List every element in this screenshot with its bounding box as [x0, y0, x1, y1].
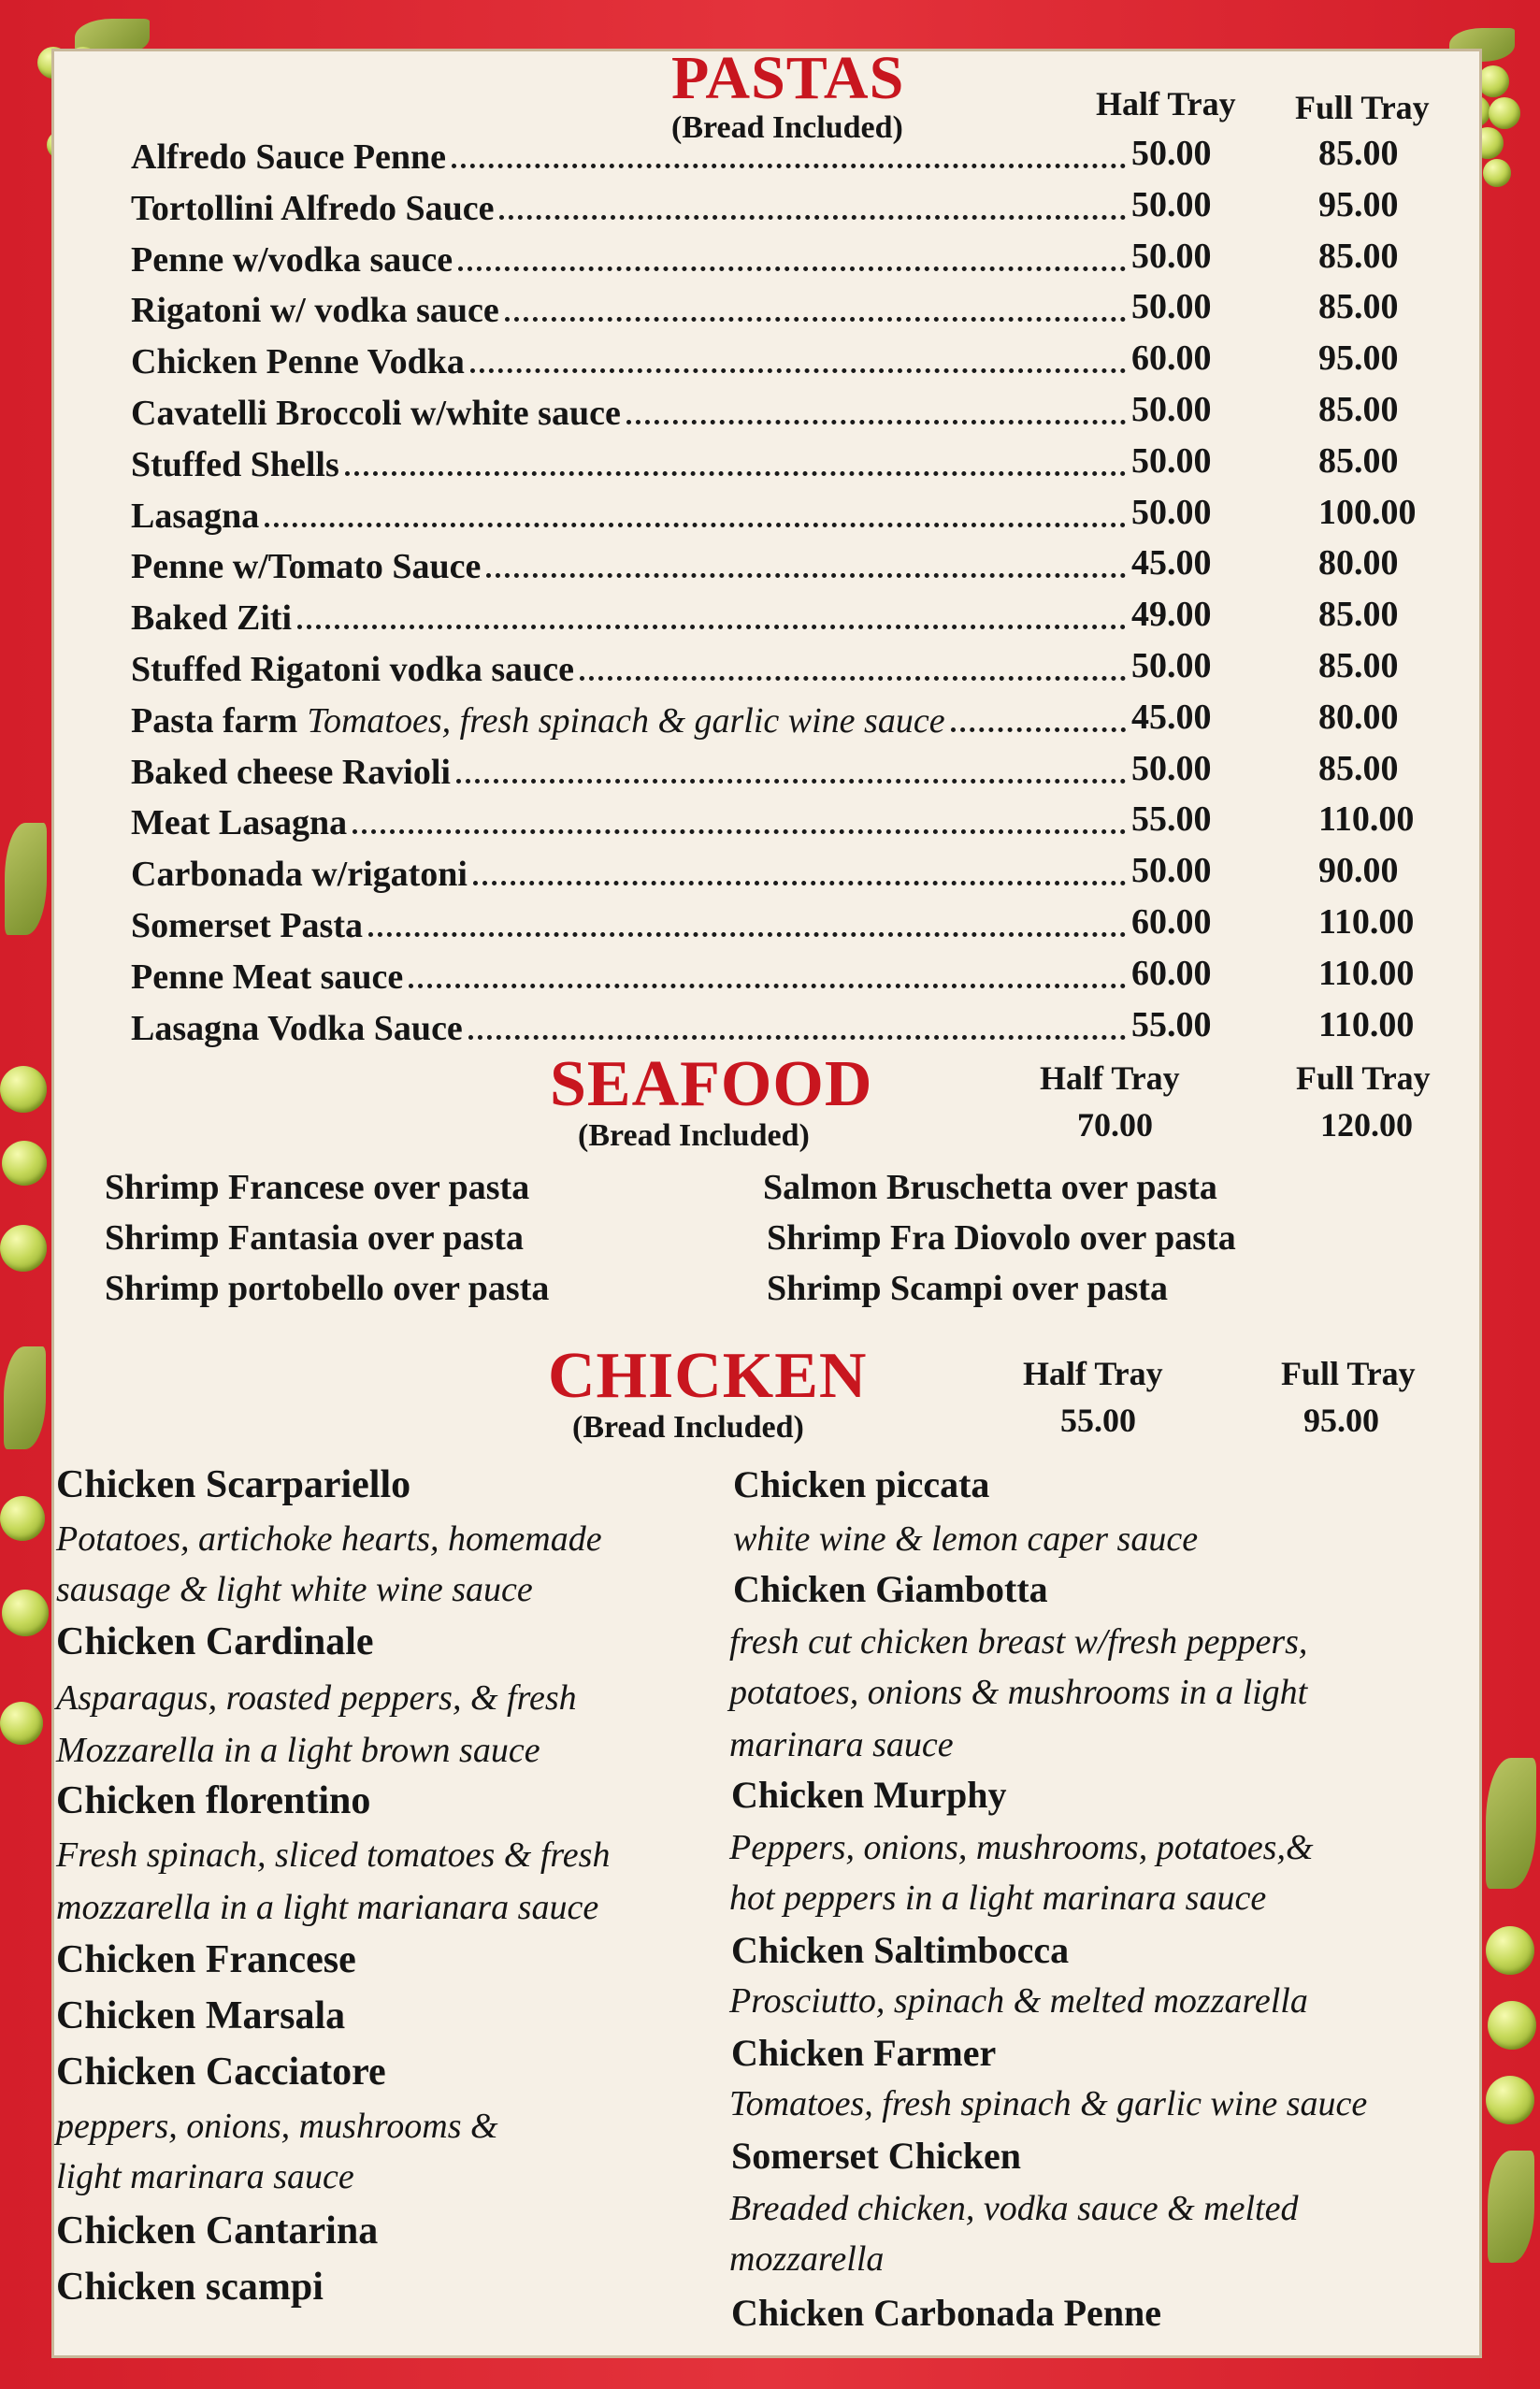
chicken-full-price: 95.00	[1303, 1402, 1379, 1439]
chicken-item-desc: Fresh spinach, sliced tomatoes & fresh	[56, 1835, 611, 1875]
pasta-half-price: 45.00	[1131, 698, 1212, 737]
seafood-item: Shrimp Fantasia over pasta	[105, 1218, 524, 1258]
pasta-full-price: 110.00	[1318, 954, 1415, 993]
pasta-name-wrap	[131, 846, 1131, 895]
chicken-item-desc: Tomatoes, fresh spinach & garlic wine sauce	[729, 2084, 1368, 2123]
pasta-row	[131, 1000, 1459, 1049]
pasta-name-wrap	[131, 590, 1131, 639]
dotted-leader	[473, 880, 1126, 885]
pasta-row	[131, 693, 1459, 741]
pasta-half-price: 55.00	[1131, 1005, 1212, 1044]
pasta-name-wrap	[131, 744, 1131, 793]
pasta-item-name: Meat Lasagna	[131, 803, 348, 842]
chicken-item-desc: mozzarella in a light marianara sauce	[56, 1888, 599, 1927]
chicken-item-desc: light marinara sauce	[56, 2157, 354, 2196]
pasta-full-price: 80.00	[1318, 543, 1399, 583]
seafood-half-tray-header: Half Tray	[1040, 1059, 1180, 1097]
seafood-half-price: 70.00	[1077, 1106, 1153, 1144]
pasta-row	[131, 282, 1459, 331]
pasta-full-price: 110.00	[1318, 799, 1415, 839]
chicken-item-name: Chicken Carbonada Penne	[731, 2292, 1162, 2334]
chicken-item-desc: fresh cut chicken breast w/fresh peppers,	[729, 1622, 1308, 1662]
pasta-full-price: 80.00	[1318, 698, 1399, 737]
seafood-item: Shrimp Francese over pasta	[105, 1168, 530, 1207]
chicken-item-desc: mozzarella	[729, 2239, 885, 2279]
chicken-item-name: Somerset Chicken	[731, 2135, 1021, 2177]
pasta-row	[131, 795, 1459, 843]
chicken-item-name: Chicken Cacciatore	[56, 2051, 386, 2094]
dotted-leader	[458, 266, 1126, 271]
seafood-item: Shrimp portobello over pasta	[105, 1269, 550, 1308]
pasta-name-wrap	[131, 539, 1131, 587]
pasta-full-price: 85.00	[1318, 237, 1399, 276]
pasta-row	[131, 744, 1459, 793]
pastas-subtitle: (Bread Included)	[671, 110, 903, 145]
chicken-item-desc: Prosciutto, spinach & melted mozzarella	[729, 1981, 1308, 2021]
pasta-full-price: 85.00	[1318, 134, 1399, 173]
seafood-subtitle: (Bread Included)	[578, 1118, 810, 1153]
pasta-row	[131, 641, 1459, 690]
chicken-item-desc: Asparagus, roasted peppers, & fresh	[56, 1678, 577, 1718]
pasta-half-price: 55.00	[1131, 799, 1212, 839]
pasta-name-wrap	[131, 334, 1131, 382]
seafood-item: Shrimp Scampi over pasta	[767, 1269, 1168, 1308]
pasta-row	[131, 437, 1459, 485]
pasta-name-wrap	[131, 1000, 1131, 1049]
pasta-full-price: 90.00	[1318, 851, 1399, 890]
dotted-leader	[499, 214, 1126, 220]
pasta-row	[131, 232, 1459, 281]
pasta-half-price: 50.00	[1131, 493, 1212, 532]
pasta-name-wrap	[131, 232, 1131, 281]
pasta-half-price: 50.00	[1131, 749, 1212, 788]
chicken-item-name: Chicken Cardinale	[56, 1620, 374, 1663]
pasta-item-name: Carbonada w/rigatoni	[131, 855, 468, 894]
pasta-row	[131, 334, 1459, 382]
pasta-row	[131, 590, 1459, 639]
dotted-leader	[505, 316, 1126, 322]
pasta-half-price: 60.00	[1131, 954, 1212, 993]
pasta-row	[131, 385, 1459, 434]
pasta-full-price: 85.00	[1318, 749, 1399, 788]
pasta-half-price: 49.00	[1131, 595, 1212, 634]
pasta-item-name: Lasagna	[131, 497, 260, 536]
chicken-item-desc: sausage & light white wine sauce	[56, 1570, 533, 1609]
pastas-heading: PASTAS	[671, 44, 905, 112]
pasta-item-desc: Tomatoes, fresh spinach & garlic wine sauce	[307, 701, 945, 741]
pasta-half-price: 45.00	[1131, 543, 1212, 583]
chicken-half-price: 55.00	[1060, 1402, 1136, 1439]
chicken-item-name: Chicken Giambotta	[733, 1568, 1048, 1610]
chicken-heading: CHICKEN	[548, 1340, 868, 1412]
dotted-leader	[626, 419, 1126, 425]
dotted-leader	[353, 828, 1126, 834]
pasta-half-price: 50.00	[1131, 287, 1212, 326]
pasta-half-price: 50.00	[1131, 441, 1212, 481]
pasta-half-price: 50.00	[1131, 390, 1212, 429]
chicken-item-desc: Potatoes, artichoke hearts, homemade	[56, 1519, 602, 1559]
chicken-item-name: Chicken Francese	[56, 1938, 356, 1981]
chicken-item-desc: potatoes, onions & mushrooms in a light	[729, 1673, 1308, 1712]
dotted-leader	[468, 1034, 1126, 1040]
chicken-item-desc: hot peppers in a light marinara sauce	[729, 1878, 1267, 1918]
pasta-item-name: Penne w/vodka sauce	[131, 240, 453, 280]
pasta-name-wrap	[131, 385, 1131, 434]
pasta-full-price: 95.00	[1318, 185, 1399, 224]
pasta-item-name: Stuffed Shells	[131, 445, 339, 484]
seafood-item: Shrimp Fra Diovolo over pasta	[767, 1218, 1236, 1258]
pasta-item-name: Chicken Penne Vodka	[131, 342, 465, 381]
seafood-full-tray-header: Full Tray	[1296, 1059, 1431, 1097]
pasta-item-name: Alfredo Sauce Penne	[131, 137, 447, 177]
grapes-left-side-icon	[0, 823, 51, 1851]
pasta-name-wrap	[131, 282, 1131, 331]
pasta-row	[131, 846, 1459, 895]
pasta-row	[131, 539, 1459, 587]
seafood-item: Salmon Bruschetta over pasta	[763, 1168, 1217, 1207]
pasta-item-name: Lasagna Vodka Sauce	[131, 1009, 463, 1048]
pasta-item-name: Penne Meat sauce	[131, 957, 404, 997]
chicken-item-name: Chicken Scarpariello	[56, 1463, 411, 1506]
dotted-leader	[470, 367, 1126, 373]
pasta-name-wrap	[131, 129, 1131, 178]
pasta-item-name: Pasta farm	[131, 701, 298, 741]
pasta-half-price: 50.00	[1131, 237, 1212, 276]
pasta-half-price: 60.00	[1131, 902, 1212, 942]
pasta-name-wrap	[131, 437, 1131, 485]
pasta-full-price: 110.00	[1318, 902, 1415, 942]
dotted-leader	[951, 727, 1126, 732]
dotted-leader	[409, 983, 1126, 988]
pasta-item-name: Baked Ziti	[131, 598, 293, 638]
chicken-item-desc: white wine & lemon caper sauce	[733, 1519, 1199, 1559]
seafood-heading: SEAFOOD	[550, 1048, 873, 1120]
chicken-item-name: Chicken Murphy	[731, 1774, 1007, 1816]
chicken-item-name: Chicken piccata	[733, 1463, 990, 1505]
chicken-item-name: Chicken scampi	[56, 2266, 324, 2309]
chicken-item-desc: marinara sauce	[729, 1725, 954, 1764]
pasta-item-name: Cavatelli Broccoli w/white sauce	[131, 394, 621, 433]
chicken-item-name: Chicken Farmer	[731, 2032, 997, 2074]
pasta-name-wrap	[131, 795, 1131, 843]
pasta-full-price: 85.00	[1318, 390, 1399, 429]
pasta-item-name: Stuffed Rigatoni vodka sauce	[131, 650, 574, 689]
pasta-full-price: 85.00	[1318, 595, 1399, 634]
pasta-full-price: 110.00	[1318, 1005, 1415, 1044]
dotted-leader	[345, 470, 1126, 476]
seafood-full-price: 120.00	[1320, 1106, 1413, 1144]
pasta-full-price: 95.00	[1318, 338, 1399, 378]
pasta-name-wrap	[131, 949, 1131, 998]
chicken-item-name: Chicken Cantarina	[56, 2209, 379, 2252]
pasta-full-price: 100.00	[1318, 493, 1417, 532]
pasta-half-price: 50.00	[1131, 185, 1212, 224]
dotted-leader	[368, 931, 1126, 937]
pasta-full-price: 85.00	[1318, 287, 1399, 326]
chicken-item-desc: Peppers, onions, mushrooms, potatoes,&	[729, 1828, 1314, 1867]
dotted-leader	[580, 675, 1126, 681]
pasta-full-price: 85.00	[1318, 646, 1399, 685]
pasta-name-wrap	[131, 898, 1131, 946]
chicken-item-name: Chicken florentino	[56, 1779, 371, 1822]
pasta-name-wrap	[131, 641, 1131, 690]
chicken-item-desc: peppers, onions, mushrooms &	[56, 2107, 498, 2146]
pasta-full-price: 85.00	[1318, 441, 1399, 481]
pasta-name-wrap	[131, 180, 1131, 229]
pasta-row	[131, 129, 1459, 178]
chicken-item-desc: Mozzarella in a light brown sauce	[56, 1731, 540, 1770]
chicken-item-name: Chicken Marsala	[56, 1994, 346, 2037]
pasta-half-price: 50.00	[1131, 134, 1212, 173]
chicken-item-desc: Breaded chicken, vodka sauce & melted	[729, 2189, 1299, 2228]
pasta-half-price: 60.00	[1131, 338, 1212, 378]
grapes-right-side-icon	[1482, 1758, 1540, 2338]
pasta-half-price: 50.00	[1131, 646, 1212, 685]
pasta-row	[131, 898, 1459, 946]
pastas-half-tray-header: Half Tray	[1096, 85, 1236, 122]
pasta-name-wrap	[131, 488, 1131, 537]
pasta-item-name: Tortollini Alfredo Sauce	[131, 189, 495, 228]
pasta-row	[131, 180, 1459, 229]
dotted-leader	[452, 163, 1126, 168]
chicken-item-name: Chicken Saltimbocca	[731, 1929, 1070, 1971]
chicken-half-tray-header: Half Tray	[1023, 1355, 1163, 1392]
pastas-full-tray-header: Full Tray	[1295, 89, 1430, 126]
pasta-name-wrap	[131, 693, 1131, 741]
pasta-item-name: Somerset Pasta	[131, 906, 363, 945]
pasta-item-name: Rigatoni w/ vodka sauce	[131, 291, 499, 330]
dotted-leader	[486, 572, 1126, 578]
chicken-subtitle: (Bread Included)	[572, 1410, 804, 1445]
pasta-half-price: 50.00	[1131, 851, 1212, 890]
dotted-leader	[297, 624, 1126, 629]
chicken-full-tray-header: Full Tray	[1281, 1355, 1416, 1392]
pasta-item-name: Baked cheese Ravioli	[131, 753, 451, 792]
pasta-item-name: Penne w/Tomato Sauce	[131, 547, 482, 586]
pasta-row	[131, 488, 1459, 537]
pasta-row	[131, 949, 1459, 998]
dotted-leader	[265, 522, 1126, 527]
dotted-leader	[456, 778, 1126, 784]
